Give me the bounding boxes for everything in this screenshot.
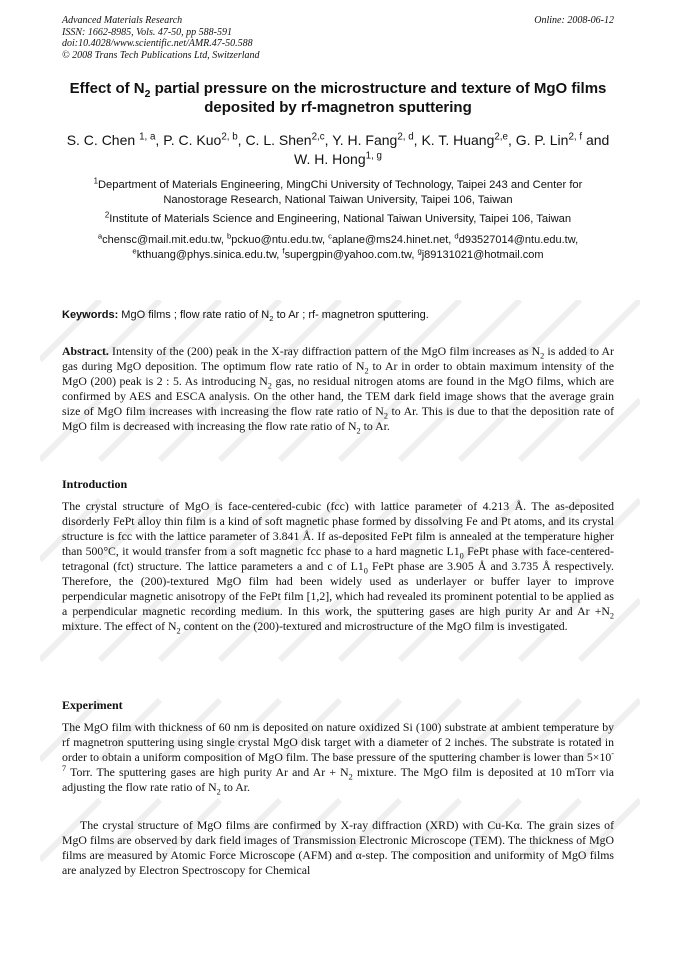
journal-copyright: © 2008 Trans Tech Publications Ltd, Switzerland (62, 49, 260, 61)
abstract: Abstract. Intensity of the (200) peak in the X-ray diffraction pattern of the MgO film increases as $N_2$ is added to Ar gas during MgO deposition. The optimum flow rate ratio of $N_2$ to Ar in order to obtain maximum intensity of the MgO (200) peak is 2 : 5. As introducing $N_2$ gas, no residual nitrogen atoms are found in the MgO films, which are confirmed by AES and ESCA analysis. On the other hand, the TEM dark field image shows that the average grain size of MgO film increases with increasing the flow rate ratio of $N_2$ to Ar. This is due to that the deposition rate of MgO film is decreased with increasing the flow rate ratio of $N_2$ to Ar. (62, 344, 615, 436)
journal-doi: doi:10.4028/www.scientific.net/AMR.47-50.588 (62, 38, 253, 49)
author-name: C. L. Shen (245, 132, 312, 148)
email-link[interactable]: aplane@ms24.hinet.net (331, 234, 449, 246)
author-name: Y. H. Fang (332, 132, 398, 148)
author-emails: $^a$chensc@mail.mit.edu.tw, $^b$pckuo@ntu.edu.tw, $^c$aplane@ms24.hinet.net, $^d$d93527014@ntu.edu.tw, $^e$kthuang@phys.sinica.edu.tw, $^f$supergpin@yahoo.com.tw, $^g$j89131021@hotmail.com (97, 231, 579, 261)
keywords: Keywords: MgO films ; flow rate ratio of $N_2$ to Ar ; rf- magnetron sputtering. (62, 309, 429, 324)
author-name: K. T. Huang (421, 132, 495, 148)
online-date: Online: 2008-06-12 (534, 15, 614, 26)
author-name: G. P. Lin (515, 132, 569, 148)
affiliation-2: $^2$Institute of Materials Science and Engineering, National Taiwan University, Taipei 106, Taiwan (104, 210, 572, 225)
introduction-text: The crystal structure of MgO is face-centered-cubic (fcc) with lattice parameter of 4.213 Å. The as-deposited disorderly FePt alloy thin film is a kind of soft magnetic phase formed by dissolving Fe and Pt atoms, and its crystal structure is fcc with the lattice parameter of 3.841 Å. If as-deposited FePt film is annealed at the temperature higher than 500°C, it would transfer from a soft magnetic fcc phase to a hard magnetic $L1_0$ FePt phase with face-centered-tetragonal (fct) structure. The lattice parameters a and c of $L1_0$ FePt phase are 3.905 Å and 3.735 Å respectively. Therefore, the (200)-textured MgO film had been widely used as underlayer or buffer layer to improve perpendicular magnetic anisotropy of the FePt film [1,2], which had revealed its prominent potential to be applied as a perpendicular magnetic recording medium. In this work, the sputtering gases are high purity Ar and $Ar +N_2$ mixture. The effect of $N_2$ content on the (200)-textured and microstructure of the MgO film is investigated. (62, 499, 614, 636)
experiment-text-1: The MgO film with thickness of 60 nm is deposited on nature oxidized Si (100) substrate at ambient temperature by rf magnetron sputtering using single crystal MgO disk target with a diameter of 2 inches. The substrate is rotated in order to obtain a uniform composition of MgO film. The base pressure of the sputtering chamber is lower than $5\times 10^{-7}$ Torr. The sputtering gases are high purity Ar and $Ar + N_2$ mixture. The MgO film is deposited at 10 mTorr via adjusting the flow rate ratio of $N_2$ to Ar. (62, 720, 614, 797)
email-link[interactable]: j89131021@hotmail.com (421, 248, 544, 261)
email-link[interactable]: chensc@mail.mit.edu.tw (102, 234, 221, 246)
email-link[interactable]: supergpin@yahoo.com.tw (284, 248, 412, 261)
author-list: S. C. Chen $^{1, a}$, P. C. Kuo$^{2, b}$, C. L. Shen$^{2,c}$, Y. H. Fang$^{2, d}$, K. T. Huang$^{2,e}$, G. P. Lin$^{2, f}$ and W. H. Hong$^{1, g}$ (66, 131, 610, 167)
author-name: S. C. Chen (66, 132, 136, 148)
journal-issn: ISSN: 1662-8985, Vols. 47-50, pp 588-591 (62, 26, 232, 38)
email-link[interactable]: pckuo@ntu.edu.tw (231, 234, 322, 246)
experiment-text-2: The crystal structure of MgO films are confirmed by X-ray diffraction (XRD) with Cu-Kα. The grain sizes of MgO films are observed by dark field images of Transmission Electronic Microscope (TEM). The thickness of MgO films are measured by Atomic Force Microscope (AFM) and α-step. The composition and uniformity of MgO films are analyzed by Electron Spectroscopy for Chemical (62, 818, 614, 877)
introduction-heading: Introduction (62, 477, 128, 491)
email-link[interactable]: d93527014@ntu.edu.tw (458, 234, 576, 246)
abstract-label: Abstract. (62, 344, 109, 358)
author-name: P. C. Kuo (163, 132, 222, 148)
experiment-heading: Experiment (62, 698, 123, 712)
paper-title: Effect of $N_2$ partial pressure on the microstructure and texture of MgO films deposited by rf-magnetron sputtering (69, 80, 607, 116)
author-name: W. H. Hong (294, 150, 366, 167)
affiliation-1: $^1$Department of Materials Engineering, MingChi University of Technology, Taipei 243 and Center for Nanostorage Research, National Taiwan University, Taipei 106, Taiwan (93, 176, 583, 206)
journal-header (62, 15, 260, 61)
email-link[interactable]: kthuang@phys.sinica.edu.tw (136, 248, 277, 261)
keywords-label: Keywords: (62, 309, 119, 321)
journal-name: Advanced Materials Research (62, 15, 183, 26)
